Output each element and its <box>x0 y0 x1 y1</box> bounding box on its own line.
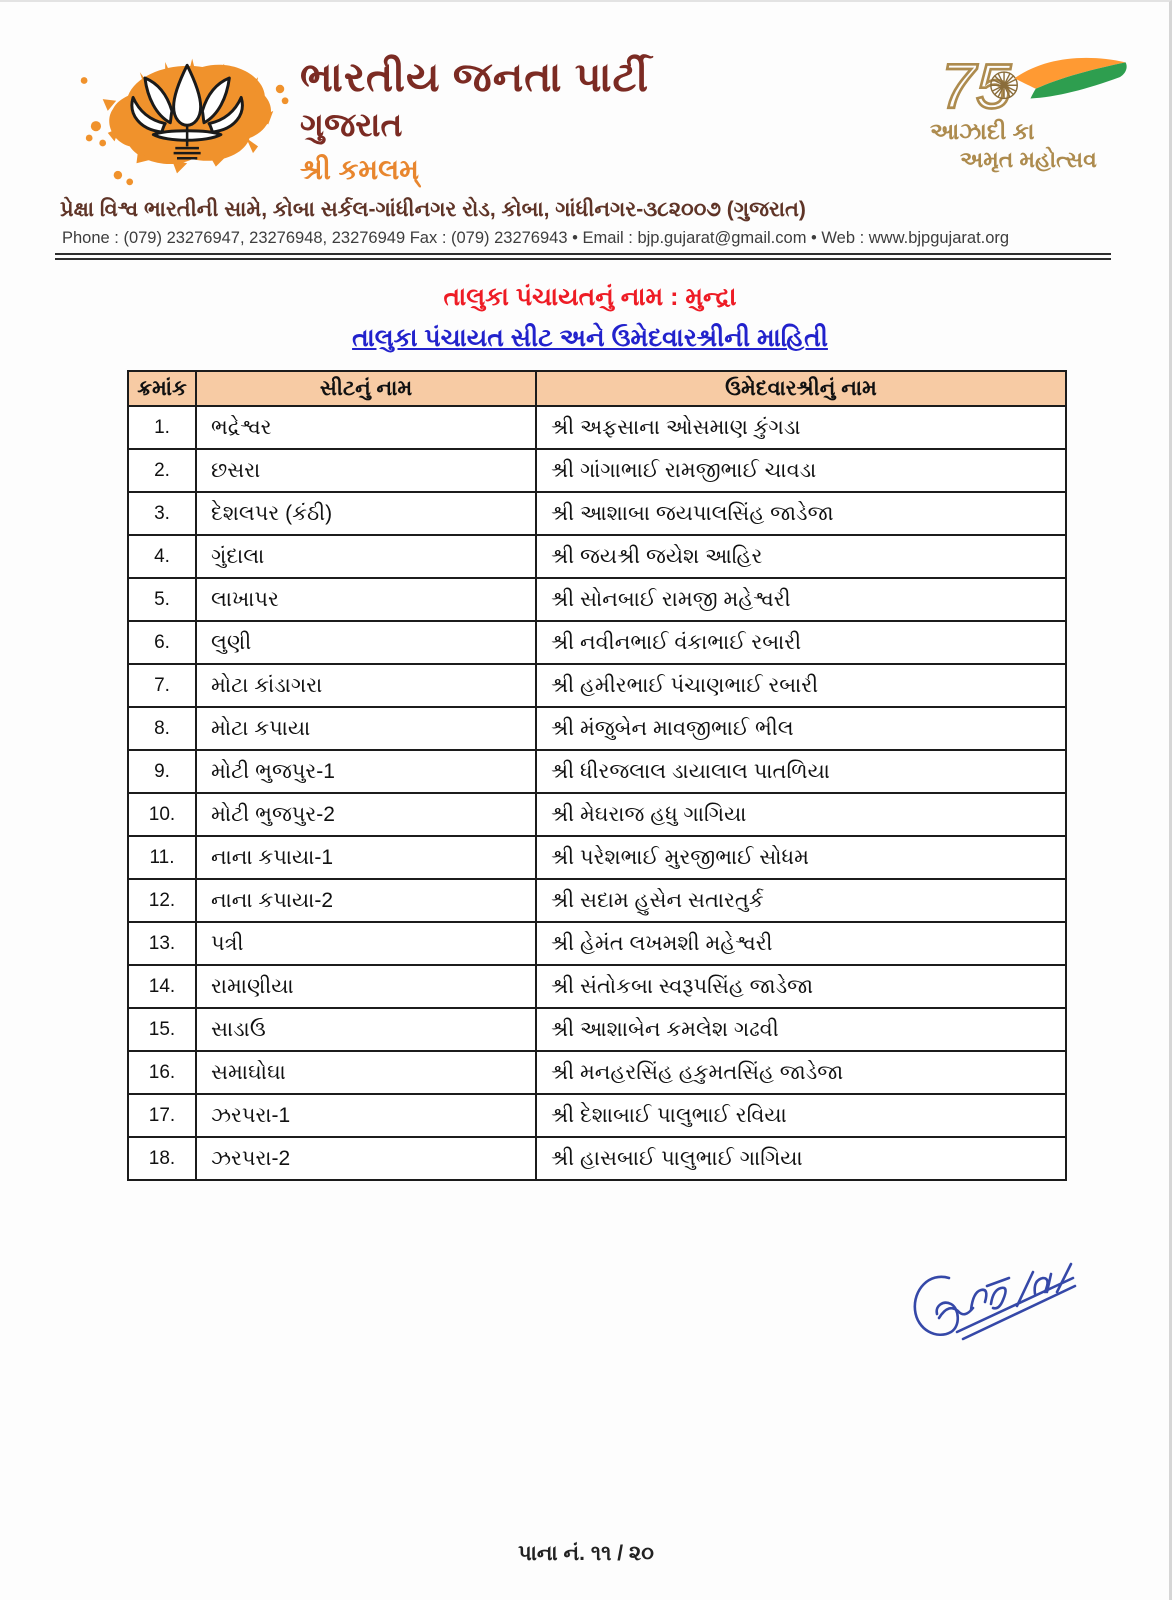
row-candidate: શ્રી જયશ્રી જયેશ આહિર <box>536 535 1066 578</box>
col-header-sr: ક્રમાંક <box>128 371 196 406</box>
row-seat: નાના કપાયા-2 <box>196 879 536 922</box>
row-serial: 3. <box>128 492 196 535</box>
org-region: ગુજરાત <box>300 106 403 143</box>
row-serial: 11. <box>128 836 196 879</box>
row-candidate: શ્રી ગાંગાભાઈ રામજીભાઈ ચાવડા <box>536 449 1066 492</box>
row-seat: દેશલપર (કંઠી) <box>196 492 536 535</box>
row-serial: 4. <box>128 535 196 578</box>
taluka-name-title: તાલુકા પંચાયતનું નામ : મુન્દ્રા <box>443 283 737 311</box>
row-candidate: શ્રી દેશાબાઈ પાલુભાઈ રવિયા <box>536 1094 1066 1137</box>
table-row <box>128 406 1066 449</box>
row-candidate: શ્રી મંજુબેન માવજીભાઈ ભીલ <box>536 707 1066 750</box>
row-candidate: શ્રી સદામ હુસેન સતારતુર્ક <box>536 879 1066 922</box>
row-candidate: શ્રી મેઘરાજ હધુ ગાગિયા <box>536 793 1066 836</box>
table-row <box>128 621 1066 664</box>
row-serial: 10. <box>128 793 196 836</box>
row-serial: 9. <box>128 750 196 793</box>
row-seat: નાના કપાયા-1 <box>196 836 536 879</box>
row-seat: ભદ્રેશ્વર <box>196 406 536 449</box>
row-candidate: શ્રી આશાબા જયપાલસિંહ જાડેજા <box>536 492 1066 535</box>
page-number: પાના નં. ૧૧ / ૨૦ <box>518 1542 654 1565</box>
row-candidate: શ્રી હમીરભાઈ પંચાણભાઈ રબારી <box>536 664 1066 707</box>
svg-text:75: 75 <box>940 52 1012 123</box>
row-serial: 5. <box>128 578 196 621</box>
row-candidate: શ્રી ધીરજલાલ ડાયાલાલ પાતળિયા <box>536 750 1066 793</box>
row-seat: સાડાઉ <box>196 1008 536 1051</box>
signature <box>905 1244 1080 1349</box>
table-row <box>128 535 1066 578</box>
col-header-seat: સીટનું નામ <box>196 371 536 406</box>
table-row <box>128 793 1066 836</box>
table-row <box>128 578 1066 621</box>
table-row <box>128 707 1066 750</box>
row-serial: 16. <box>128 1051 196 1094</box>
row-seat: ગુંદાલા <box>196 535 536 578</box>
seat-info-subtitle: તાલુકા પંચાયત સીટ અને ઉમેદવારશ્રીની માહિતી <box>352 324 828 352</box>
table-row <box>128 449 1066 492</box>
row-seat: પત્રી <box>196 922 536 965</box>
row-candidate: શ્રી સંતોકબા સ્વરૂપસિંહ જાડેજા <box>536 965 1066 1008</box>
row-serial: 6. <box>128 621 196 664</box>
row-candidate: શ્રી આશાબેન કમલેશ ગઢવી <box>536 1008 1066 1051</box>
table-row <box>128 879 1066 922</box>
row-serial: 2. <box>128 449 196 492</box>
address-line: પ્રેક્ષા વિશ્વ ભારતીની સામે, કોબા સર્કલ-ગાંધીનગર રોડ, કોબા, ગાંધીનગર-૩૮૨૦૦૭ (ગુજરાત) <box>60 198 806 221</box>
row-seat: મોટા કપાયા <box>196 707 536 750</box>
header-divider <box>55 253 1111 260</box>
row-serial: 7. <box>128 664 196 707</box>
azadi-amrut-mahotsav-logo <box>918 50 1133 173</box>
row-serial: 15. <box>128 1008 196 1051</box>
row-serial: 12. <box>128 879 196 922</box>
table-row <box>128 1008 1066 1051</box>
org-office: શ્રી કમલમ્ <box>300 154 420 185</box>
table-row <box>128 836 1066 879</box>
row-seat: લાખાપર <box>196 578 536 621</box>
row-serial: 13. <box>128 922 196 965</box>
row-seat: ઝરપરા-1 <box>196 1094 536 1137</box>
azadi-75-flag-icon <box>936 50 1132 124</box>
row-seat: લુણી <box>196 621 536 664</box>
table-row <box>128 1137 1066 1180</box>
row-serial: 18. <box>128 1137 196 1180</box>
row-seat: ઝરપરા-2 <box>196 1137 536 1180</box>
row-seat: મોટી ભુજપુર-1 <box>196 750 536 793</box>
table-row <box>128 965 1066 1008</box>
row-seat: મોટી ભુજપુર-2 <box>196 793 536 836</box>
row-seat: સમાઘોઘા <box>196 1051 536 1094</box>
table-row <box>128 664 1066 707</box>
col-header-candidate: ઉમેદવારશ્રીનું નામ <box>536 371 1066 406</box>
table-row <box>128 1051 1066 1094</box>
row-seat: રામાણીયા <box>196 965 536 1008</box>
table-row <box>128 922 1066 965</box>
bjp-lotus-logo-icon <box>58 40 296 192</box>
row-candidate: શ્રી સોનબાઈ રામજી મહેશ્વરી <box>536 578 1066 621</box>
table-body <box>128 406 1066 1180</box>
azadi-line1: આઝાદી કા <box>930 118 1035 144</box>
row-serial: 1. <box>128 406 196 449</box>
row-serial: 8. <box>128 707 196 750</box>
row-seat: મોટા કાંડાગરા <box>196 664 536 707</box>
contact-line: Phone : (079) 23276947, 23276948, 23276949 Fax : (079) 23276943 • Email : bjp.gujarat@gmail.com • Web : www.bjpgujarat.org <box>62 229 1010 247</box>
candidates-table <box>127 370 1065 1181</box>
row-candidate: શ્રી પરેશભાઈ મુરજીભાઈ સોધમ <box>536 836 1066 879</box>
table-row <box>128 750 1066 793</box>
row-candidate: શ્રી હેમંત લખમશી મહેશ્વરી <box>536 922 1066 965</box>
row-candidate: શ્રી મનહરસિંહ હકુમતસિંહ જાડેજા <box>536 1051 1066 1094</box>
row-seat: છસરા <box>196 449 536 492</box>
row-candidate: શ્રી નવીનભાઈ વંકાભાઈ રબારી <box>536 621 1066 664</box>
row-candidate: શ્રી હાસબાઈ પાલુભાઈ ગાગિયા <box>536 1137 1066 1180</box>
table-row <box>128 1094 1066 1137</box>
table-row <box>128 492 1066 535</box>
org-name: ભારતીય જનતા પાર્ટી <box>300 54 650 100</box>
row-serial: 14. <box>128 965 196 1008</box>
row-candidate: શ્રી અફસાના ઓસમાણ કુંગડા <box>536 406 1066 449</box>
row-serial: 17. <box>128 1094 196 1137</box>
azadi-line2: અમૃત મહોત્સવ <box>960 147 1097 172</box>
table-header <box>128 371 1066 406</box>
